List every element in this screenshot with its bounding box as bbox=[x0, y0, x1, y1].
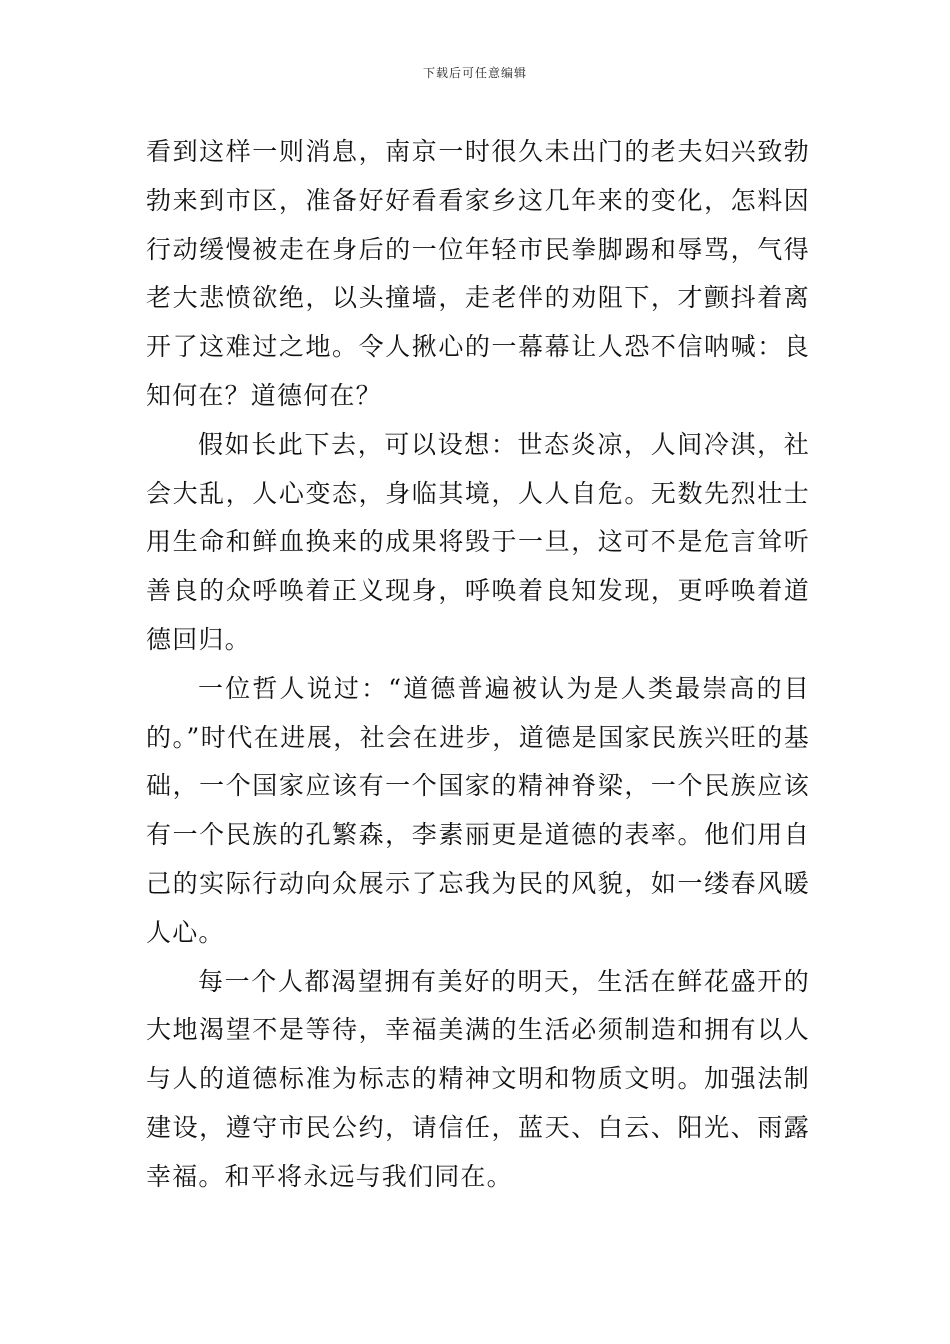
paragraph-4: 每一个人都渴望拥有美好的明天，生活在鲜花盛开的大地渴望不是等待，幸福美满的生活必须制造和拥有以人与人的道德标准为标志的精神文明和物质文明。加强法制建设，遵守市民公约，请信任，蓝天、白云、阳光、雨露幸福。和平将永远与我们同在。 bbox=[146, 966, 810, 1191]
paragraph-2: 假如长此下去，可以设想：世态炎凉，人间冷淇，社会大乱，人心变态，身临其境，人人自危。无数先烈壮士用生命和鲜血换来的成果将毁于一旦，这可不是危言耸听善良的众呼唤着正义现身，呼唤着良知发现，更呼唤着道德回归。 bbox=[146, 429, 810, 654]
paragraph-3: 一位哲人说过：“道德普遍被认为是人类最崇高的目的。”时代在进展，社会在进步，道德是国家民族兴旺的基础，一个国家应该有一个国家的精神脊梁，一个民族应该有一个民族的孔繁森，李素丽更是道德的表率。他们用自己的实际行动向众展示了忘我为民的风貌，如一缕春风暖人心。 bbox=[146, 673, 810, 947]
document-body bbox=[146, 128, 810, 1202]
page-header-note: 下载后可任意编辑 bbox=[422, 66, 527, 80]
paragraph-1: 看到这样一则消息，南京一时很久未出门的老夫妇兴致勃勃来到市区，准备好好看看家乡这几年来的变化，怎料因行动缓慢被走在身后的一位年轻市民拳脚踢和辱骂，气得老大悲愤欲绝，以头撞墙，走老伴的劝阻下，才颤抖着离开了这难过之地。令人揪心的一幕幕让人恐不信呐喊：良知何在？道德何在？ bbox=[146, 137, 810, 410]
